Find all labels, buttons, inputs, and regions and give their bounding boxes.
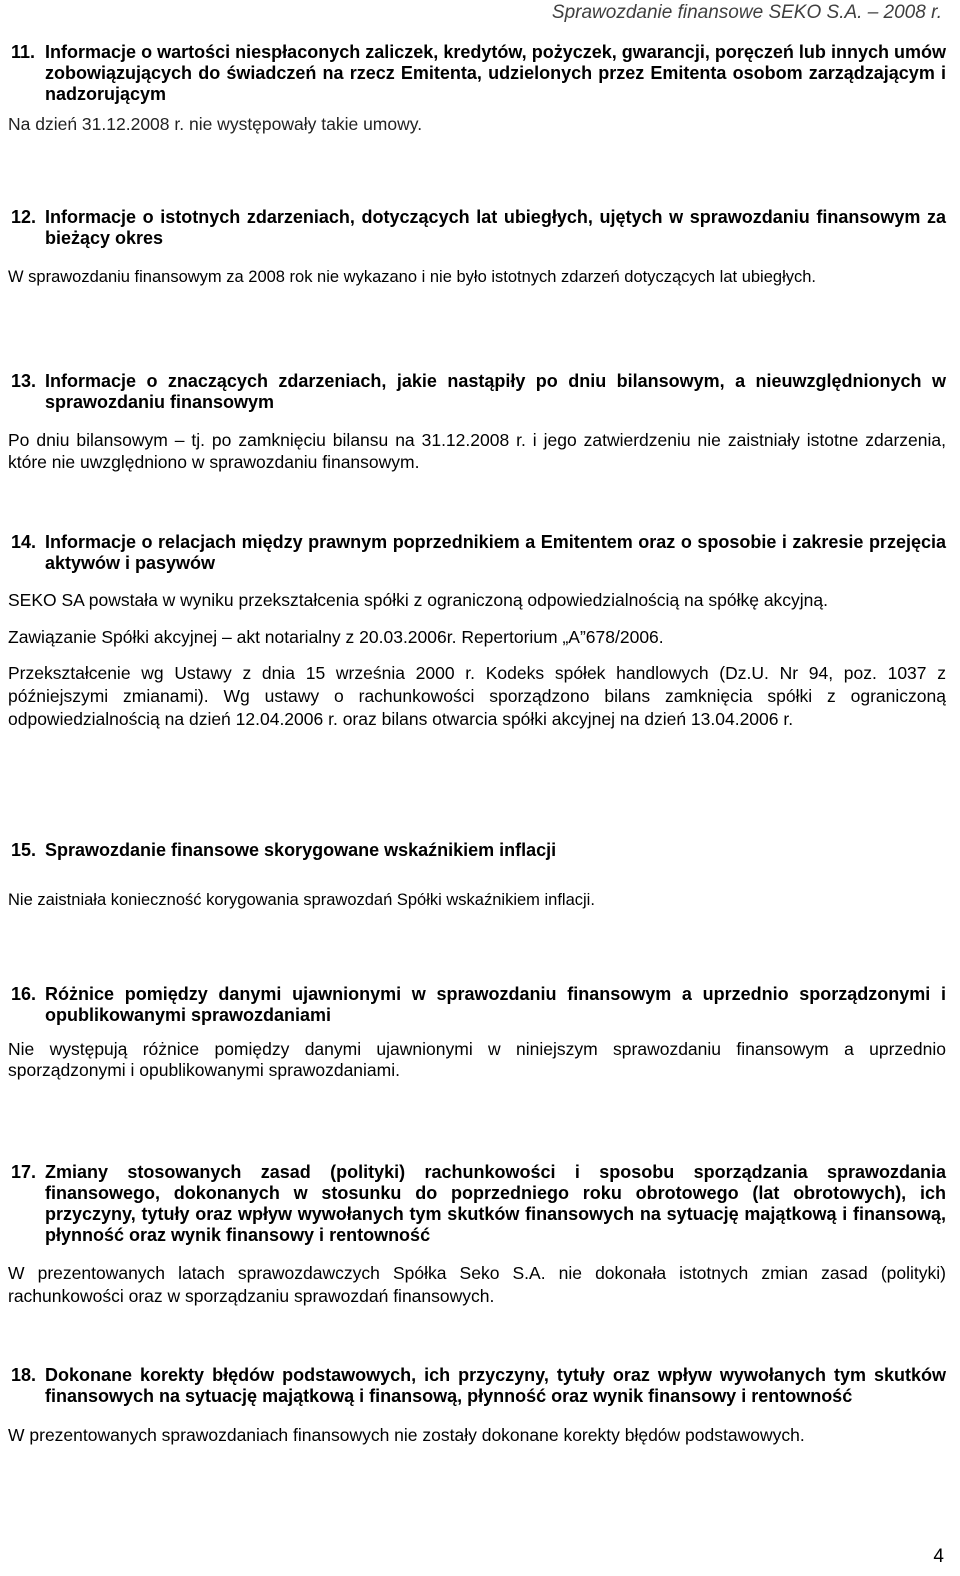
section-heading bbox=[8, 984, 946, 1026]
section-title: Zmiany stosowanych zasad (polityki) rachunkowości i sposobu sporządzania sprawozdania finansowego, dokonanych w stosunku do poprzedniego roku obrotowego (lat obrotowych), ich przyczyny, tytuły oraz wpływ wywołanych tym skutków finansowych na sytuację majątkową i finansową, płynność oraz wynik finansowy i rentowność bbox=[45, 1162, 946, 1245]
section-paragraph: Nie zaistniała konieczność korygowania sprawozdań Spółki wskaźnikiem inflacji. bbox=[8, 891, 595, 909]
section-paragraph: Zawiązanie Spółki akcyjnej – akt notarialny z 20.03.2006r. Repertorium „A”678/2006. bbox=[8, 627, 664, 647]
section-title: Różnice pomiędzy danymi ujawnionymi w sprawozdaniu finansowym a uprzednio sporządzonymi i opublikowanymi sprawozdaniami bbox=[45, 984, 946, 1025]
section-number: 14. bbox=[11, 532, 37, 552]
section-title: Dokonane korekty błędów podstawowych, ich przyczyny, tytuły oraz wpływ wywołanych tym skutków finansowych na sytuację majątkową i finansową, płynność oraz wynik finansowy i rentowność bbox=[45, 1365, 946, 1406]
section-paragraph: Przekształcenie wg Ustawy z dnia 15 września 2000 r. Kodeks spółek handlowych (Dz.U. Nr 94, poz. 1037 z późniejszymi zmianami). Wg ustawy o rachunkowości sporządzono bilans zamknięcia spółki z ograniczoną odpowiedzialnością na dzień 12.04.2006 r. oraz bilans otwarcia spółki akcyjnej na dzień 13.04.2006 r. bbox=[8, 663, 946, 729]
section-number: 18. bbox=[11, 1365, 37, 1385]
section-number: 11. bbox=[11, 42, 36, 62]
section-number: 16. bbox=[11, 984, 37, 1004]
section-heading bbox=[8, 532, 946, 574]
section-paragraph: W prezentowanych sprawozdaniach finansowych nie zostały dokonane korekty błędów podstawowych. bbox=[8, 1425, 805, 1445]
section-heading bbox=[8, 1162, 946, 1246]
section-title: Informacje o wartości niespłaconych zaliczek, kredytów, pożyczek, gwarancji, poręczeń lub innych umów zobowiązujących do świadczeń na rzecz Emitenta, udzielonych przez Emitenta osobom zarządzającym i nadzorującym bbox=[45, 42, 946, 104]
section-12 bbox=[8, 207, 946, 289]
section-17 bbox=[8, 1162, 946, 1308]
section-paragraph: Na dzień 31.12.2008 r. nie występowały takie umowy. bbox=[8, 114, 423, 134]
section-heading bbox=[8, 42, 946, 105]
section-15 bbox=[8, 840, 946, 912]
section-heading bbox=[8, 207, 946, 249]
section-heading bbox=[8, 371, 946, 413]
running-header: Sprawozdanie finansowe SEKO S.A. – 2008 r. bbox=[551, 2, 942, 23]
page-number: 4 bbox=[933, 1546, 944, 1567]
section-number: 12. bbox=[11, 207, 37, 227]
section-paragraph: W prezentowanych latach sprawozdawczych Spółka Seko S.A. nie dokonała istotnych zmian zasad (polityki) rachunkowości oraz w sporządzaniu sprawozdań finansowych. bbox=[8, 1263, 946, 1306]
section-16 bbox=[8, 984, 946, 1081]
section-number: 13. bbox=[11, 371, 37, 391]
section-title: Informacje o istotnych zdarzeniach, dotyczących lat ubiegłych, ujętych w sprawozdaniu finansowym za bieżący okres bbox=[45, 207, 946, 248]
section-13 bbox=[8, 371, 946, 473]
section-number: 17. bbox=[11, 1162, 37, 1182]
section-paragraph: SEKO SA powstała w wyniku przekształcenia spółki z ograniczoną odpowiedzialnością na spółkę akcyjną. bbox=[8, 590, 829, 610]
section-title: Informacje o relacjach między prawnym poprzednikiem a Emitentem oraz o sposobie i zakresie przejęcia aktywów i pasywów bbox=[45, 532, 946, 573]
section-paragraph: Po dniu bilansowym – tj. po zamknięciu bilansu na 31.12.2008 r. i jego zatwierdzeniu nie zaistniały istotne zdarzenia, które nie uwzględniono w sprawozdaniu finansowym. bbox=[8, 430, 946, 472]
section-number: 15. bbox=[11, 840, 37, 860]
section-18 bbox=[8, 1365, 946, 1447]
section-paragraph: W sprawozdaniu finansowym za 2008 rok nie wykazano i nie było istotnych zdarzeń dotyczących lat ubiegłych. bbox=[8, 268, 816, 286]
section-title: Sprawozdanie finansowe skorygowane wskaźnikiem inflacji bbox=[45, 840, 557, 860]
section-heading bbox=[8, 1365, 946, 1407]
section-heading bbox=[8, 840, 946, 861]
section-paragraph: Nie występują różnice pomiędzy danymi ujawnionymi w niniejszym sprawozdaniu finansowym a uprzednio sporządzonymi i opublikowanymi sprawozdaniami. bbox=[8, 1039, 946, 1080]
section-14 bbox=[8, 532, 946, 731]
section-title: Informacje o znaczących zdarzeniach, jakie nastąpiły po dniu bilansowym, a nieuwzględnionych w sprawozdaniu finansowym bbox=[45, 371, 946, 412]
section-11 bbox=[8, 42, 946, 136]
